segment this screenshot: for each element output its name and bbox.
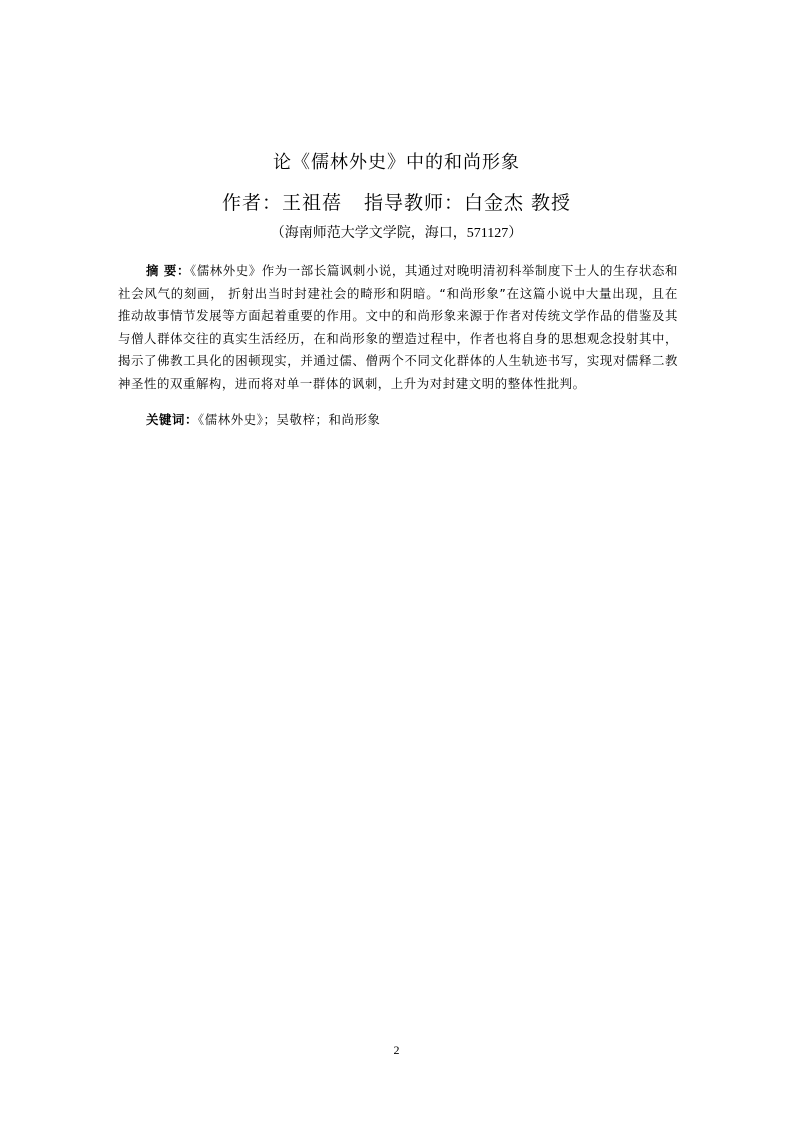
author-label: 作者： <box>221 192 282 214</box>
affiliation: （海南师范大学文学院，海口，571127） <box>270 226 523 241</box>
abstract-paragraph <box>118 260 678 395</box>
keywords-line <box>146 409 380 432</box>
abstract-text: 《儒林外史》作为一部长篇讽刺小说，其通过对晚明清初科举制度下士人的生存状态和社会风气的刻画， 折射出当时封建社会的畸形和阴暗。“和尚形象”在这篇小说中大量出现，且在推动故事情节发展等方面起着重要的作用。文中的和尚形象来源于作者对传统文学作品的借鉴及其与僧人群体交往的真实生活经历，在和尚形象的塑造过程中，作者也将自身的思想观念投射其中，揭示了佛教工具化的困顿现实，并通过儒、僧两个不同文化群体的人生轨迹书写，实现对儒释二教神圣性的双重解构，进而将对单一群体的讽刺，上升为对封建文明的整体性批判。 <box>118 263 678 391</box>
keywords-text: 《儒林外史》；吴敬梓；和尚形象 <box>197 412 381 427</box>
advisor-name: 白金杰 教授 <box>464 192 572 214</box>
author-name: 王祖蓓 <box>281 192 342 214</box>
keywords-label: 关键词： <box>146 412 198 427</box>
page-number: 2 <box>393 1043 400 1057</box>
abstract-label: 摘 要： <box>146 263 190 278</box>
author-line <box>0 188 793 215</box>
paper-title: 论《儒林外史》中的和尚形象 <box>273 152 520 173</box>
advisor-label: 指导教师： <box>363 192 464 214</box>
